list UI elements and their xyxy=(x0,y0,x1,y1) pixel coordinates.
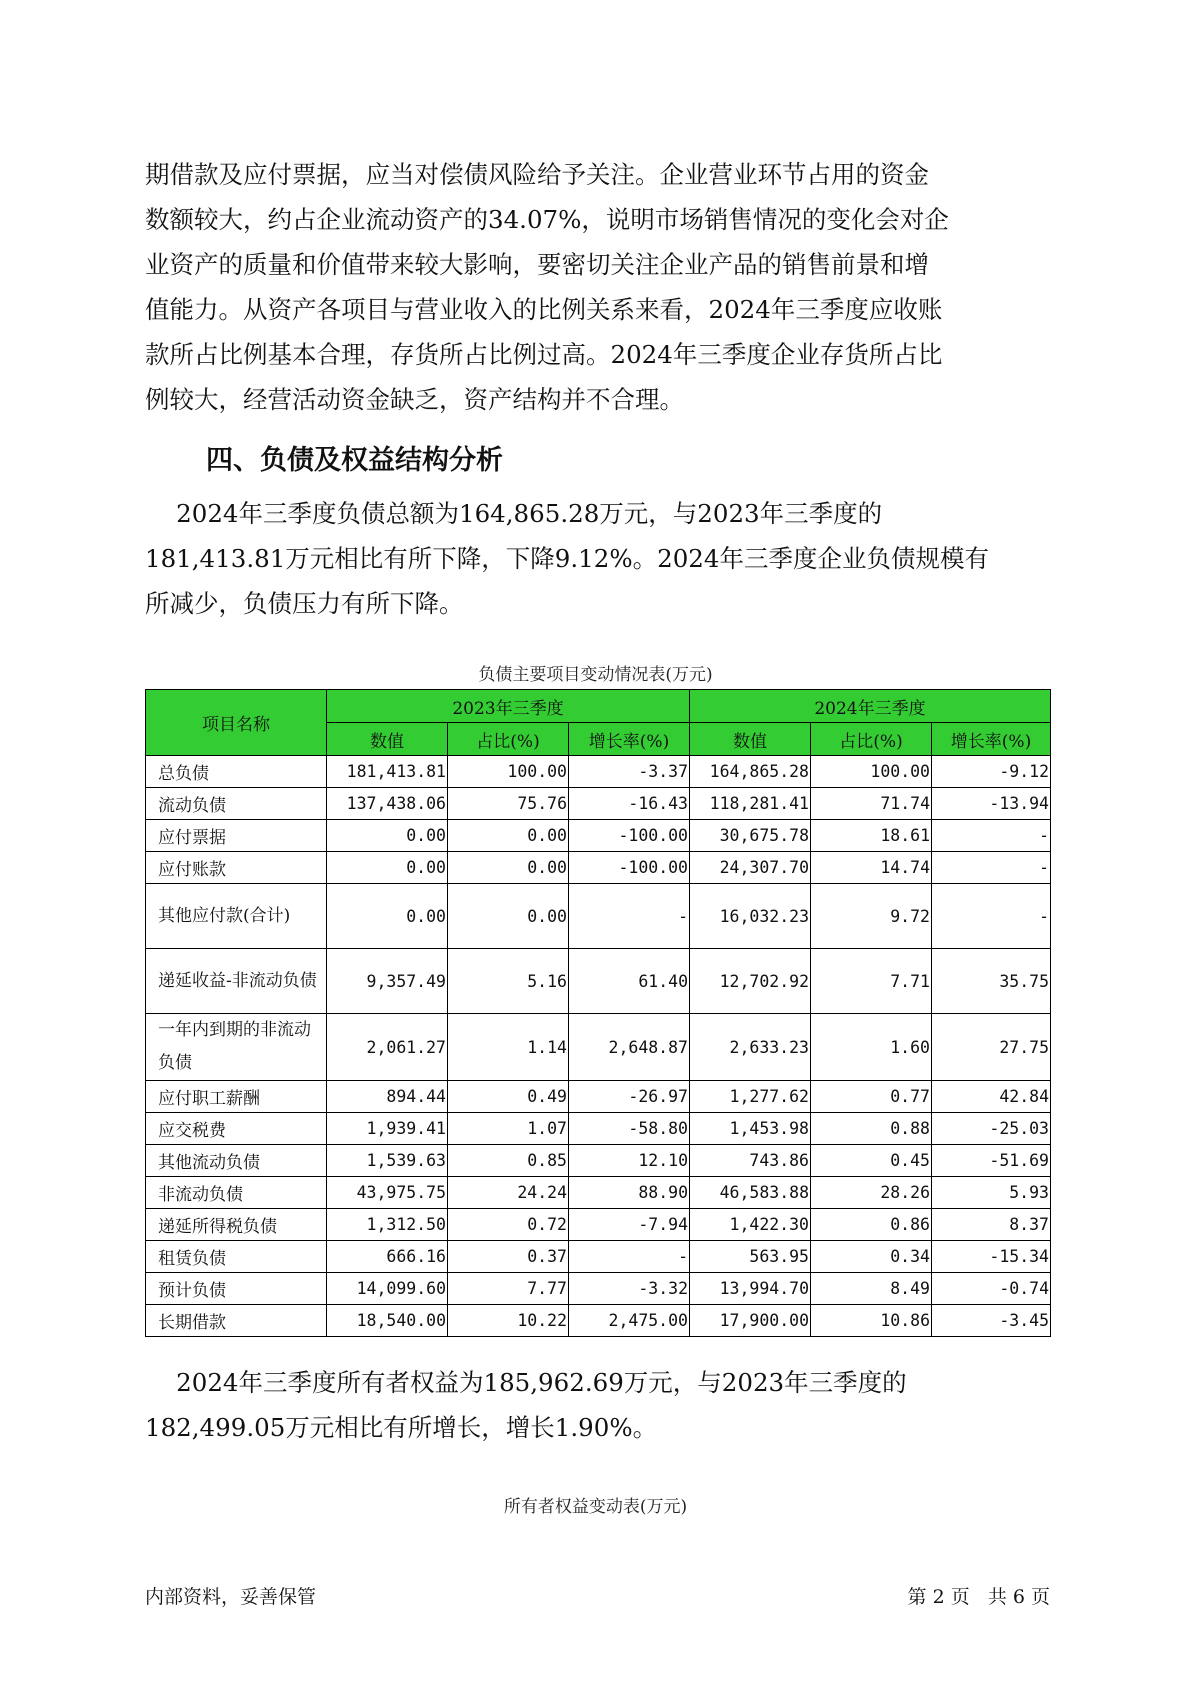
row-value: 7.77 xyxy=(448,1273,569,1305)
row-value: 0.00 xyxy=(327,852,448,884)
row-value: 2,648.87 xyxy=(569,1014,690,1081)
row-value: - xyxy=(569,1241,690,1273)
row-label: 应付账款 xyxy=(146,852,327,884)
equity-paragraph xyxy=(145,1360,1045,1450)
row-value: 42.84 xyxy=(932,1081,1051,1113)
row-value: -15.34 xyxy=(932,1241,1051,1273)
row-value: 0.00 xyxy=(327,820,448,852)
row-value: 164,865.28 xyxy=(690,756,811,788)
row-label: 租赁负债 xyxy=(146,1241,327,1273)
intro-line: 数额较大，约占企业流动资产的34.07%，说明市场销售情况的变化会对企 xyxy=(145,205,949,234)
row-value: 10.22 xyxy=(448,1305,569,1337)
row-value: 17,900.00 xyxy=(690,1305,811,1337)
row-value: 71.74 xyxy=(811,788,932,820)
table-row xyxy=(146,1014,1051,1081)
table-row xyxy=(146,820,1051,852)
sub-header: 占比(%) xyxy=(448,723,569,756)
intro-line: 款所占比例基本合理，存货所占比例过高。2024年三季度企业存货所占比 xyxy=(145,340,943,369)
row-value: 1.07 xyxy=(448,1113,569,1145)
footer-page-number: 第 2 页 共 6 页 xyxy=(907,1586,1050,1608)
row-value: 14,099.60 xyxy=(327,1273,448,1305)
row-value: 8.37 xyxy=(932,1209,1051,1241)
row-label: 其他流动负债 xyxy=(146,1145,327,1177)
table-row xyxy=(146,852,1051,884)
row-label: 一年内到期的非流动负债 xyxy=(146,1014,327,1081)
col-header-2023: 2023年三季度 xyxy=(327,690,690,723)
row-label: 其他应付款(合计) xyxy=(146,884,327,949)
row-value: 18.61 xyxy=(811,820,932,852)
row-value: - xyxy=(932,884,1051,949)
table-row xyxy=(146,1081,1051,1113)
row-value: 563.95 xyxy=(690,1241,811,1273)
row-value: 1,453.98 xyxy=(690,1113,811,1145)
row-value: 0.88 xyxy=(811,1113,932,1145)
row-value: 118,281.41 xyxy=(690,788,811,820)
row-value: -100.00 xyxy=(569,852,690,884)
col-header-item: 项目名称 xyxy=(146,690,327,756)
row-value: 27.75 xyxy=(932,1014,1051,1081)
liability-line: 所减少，负债压力有所下降。 xyxy=(145,589,464,618)
row-value: 0.77 xyxy=(811,1081,932,1113)
row-value: 61.40 xyxy=(569,949,690,1014)
row-value: -25.03 xyxy=(932,1113,1051,1145)
table-row xyxy=(146,756,1051,788)
row-value: 0.34 xyxy=(811,1241,932,1273)
table-row xyxy=(146,949,1051,1014)
row-value: -7.94 xyxy=(569,1209,690,1241)
row-value: 0.85 xyxy=(448,1145,569,1177)
row-value: -3.32 xyxy=(569,1273,690,1305)
row-value: 9.72 xyxy=(811,884,932,949)
row-value: 1.60 xyxy=(811,1014,932,1081)
row-value: -26.97 xyxy=(569,1081,690,1113)
row-value: 100.00 xyxy=(811,756,932,788)
sub-header: 数值 xyxy=(690,723,811,756)
equity-line: 182,499.05万元相比有所增长，增长1.90%。 xyxy=(145,1413,658,1442)
row-value: 1,539.63 xyxy=(327,1145,448,1177)
sub-header: 数值 xyxy=(327,723,448,756)
table-row xyxy=(146,1241,1051,1273)
col-header-2024: 2024年三季度 xyxy=(690,690,1051,723)
intro-line: 期借款及应付票据，应当对偿债风险给予关注。企业营业环节占用的资金 xyxy=(145,160,929,189)
table-row xyxy=(146,1273,1051,1305)
row-label: 长期借款 xyxy=(146,1305,327,1337)
row-value: 1,277.62 xyxy=(690,1081,811,1113)
row-value: 2,061.27 xyxy=(327,1014,448,1081)
row-value: 18,540.00 xyxy=(327,1305,448,1337)
row-value: 30,675.78 xyxy=(690,820,811,852)
liability-line: 181,413.81万元相比有所下降，下降9.12%。2024年三季度企业负债规模有 xyxy=(145,544,989,573)
row-value: 100.00 xyxy=(448,756,569,788)
row-value: 0.45 xyxy=(811,1145,932,1177)
row-value: 0.00 xyxy=(327,884,448,949)
row-label: 流动负债 xyxy=(146,788,327,820)
row-value: 743.86 xyxy=(690,1145,811,1177)
row-value: 43,975.75 xyxy=(327,1177,448,1209)
liability-paragraph xyxy=(145,491,1045,626)
row-value: - xyxy=(932,820,1051,852)
intro-line: 例较大，经营活动资金缺乏，资产结构并不合理。 xyxy=(145,385,684,414)
row-value: 88.90 xyxy=(569,1177,690,1209)
table-row xyxy=(146,1305,1051,1337)
row-label: 应付票据 xyxy=(146,820,327,852)
row-value: 0.00 xyxy=(448,820,569,852)
row-value: 28.26 xyxy=(811,1177,932,1209)
row-value: 1.14 xyxy=(448,1014,569,1081)
row-value: -9.12 xyxy=(932,756,1051,788)
row-value: -3.45 xyxy=(932,1305,1051,1337)
row-value: 46,583.88 xyxy=(690,1177,811,1209)
table-row xyxy=(146,1113,1051,1145)
row-value: -51.69 xyxy=(932,1145,1051,1177)
row-value: 1,939.41 xyxy=(327,1113,448,1145)
row-value: 0.49 xyxy=(448,1081,569,1113)
row-value: 894.44 xyxy=(327,1081,448,1113)
row-value: 8.49 xyxy=(811,1273,932,1305)
sub-header: 占比(%) xyxy=(811,723,932,756)
row-value: 35.75 xyxy=(932,949,1051,1014)
table-row xyxy=(146,1209,1051,1241)
row-value: 14.74 xyxy=(811,852,932,884)
row-value: 2,475.00 xyxy=(569,1305,690,1337)
row-label: 应交税费 xyxy=(146,1113,327,1145)
row-label: 递延所得税负债 xyxy=(146,1209,327,1241)
row-value: - xyxy=(932,852,1051,884)
row-label: 递延收益-非流动负债 xyxy=(146,949,327,1014)
table-row xyxy=(146,884,1051,949)
row-value: 10.86 xyxy=(811,1305,932,1337)
table-row xyxy=(146,1177,1051,1209)
row-value: 5.16 xyxy=(448,949,569,1014)
sub-header: 增长率(%) xyxy=(569,723,690,756)
row-value: 9,357.49 xyxy=(327,949,448,1014)
row-value: 24.24 xyxy=(448,1177,569,1209)
liability-line: 2024年三季度负债总额为164,865.28万元，与2023年三季度的 xyxy=(145,499,883,528)
row-label: 应付职工薪酬 xyxy=(146,1081,327,1113)
equity-line: 2024年三季度所有者权益为185,962.69万元，与2023年三季度的 xyxy=(145,1368,907,1397)
footer-confidential: 内部资料，妥善保管 xyxy=(145,1586,317,1608)
liability-table-caption: 负债主要项目变动情况表(万元) xyxy=(478,665,713,685)
intro-line: 业资产的质量和价值带来较大影响，要密切关注企业产品的销售前景和增 xyxy=(145,250,929,279)
row-value: 24,307.70 xyxy=(690,852,811,884)
row-value: 666.16 xyxy=(327,1241,448,1273)
row-label: 预计负债 xyxy=(146,1273,327,1305)
row-value: -100.00 xyxy=(569,820,690,852)
row-value: -0.74 xyxy=(932,1273,1051,1305)
row-value: 1,422.30 xyxy=(690,1209,811,1241)
row-value: -13.94 xyxy=(932,788,1051,820)
row-value: 2,633.23 xyxy=(690,1014,811,1081)
row-value: 13,994.70 xyxy=(690,1273,811,1305)
intro-paragraph xyxy=(145,152,1045,422)
row-value: 181,413.81 xyxy=(327,756,448,788)
row-value: 1,312.50 xyxy=(327,1209,448,1241)
row-value: 12,702.92 xyxy=(690,949,811,1014)
row-value: 0.00 xyxy=(448,852,569,884)
row-value: 5.93 xyxy=(932,1177,1051,1209)
table-row xyxy=(146,788,1051,820)
row-value: 0.86 xyxy=(811,1209,932,1241)
row-value: 16,032.23 xyxy=(690,884,811,949)
row-value: 7.71 xyxy=(811,949,932,1014)
row-value: 12.10 xyxy=(569,1145,690,1177)
row-value: 0.72 xyxy=(448,1209,569,1241)
row-value: 0.37 xyxy=(448,1241,569,1273)
row-value: 0.00 xyxy=(448,884,569,949)
row-label: 非流动负债 xyxy=(146,1177,327,1209)
equity-table-caption: 所有者权益变动表(万元) xyxy=(503,1497,688,1517)
liability-table xyxy=(145,689,1051,1337)
table-row xyxy=(146,1145,1051,1177)
sub-header: 增长率(%) xyxy=(932,723,1051,756)
row-value: -58.80 xyxy=(569,1113,690,1145)
row-value: -16.43 xyxy=(569,788,690,820)
row-value: 75.76 xyxy=(448,788,569,820)
row-value: - xyxy=(569,884,690,949)
intro-line: 值能力。从资产各项目与营业收入的比例关系来看，2024年三季度应收账 xyxy=(145,295,943,324)
row-label: 总负债 xyxy=(146,756,327,788)
section-heading: 四、负债及权益结构分析 xyxy=(206,445,503,476)
row-value: 137,438.06 xyxy=(327,788,448,820)
row-value: -3.37 xyxy=(569,756,690,788)
liability-table-body xyxy=(146,756,1051,1337)
